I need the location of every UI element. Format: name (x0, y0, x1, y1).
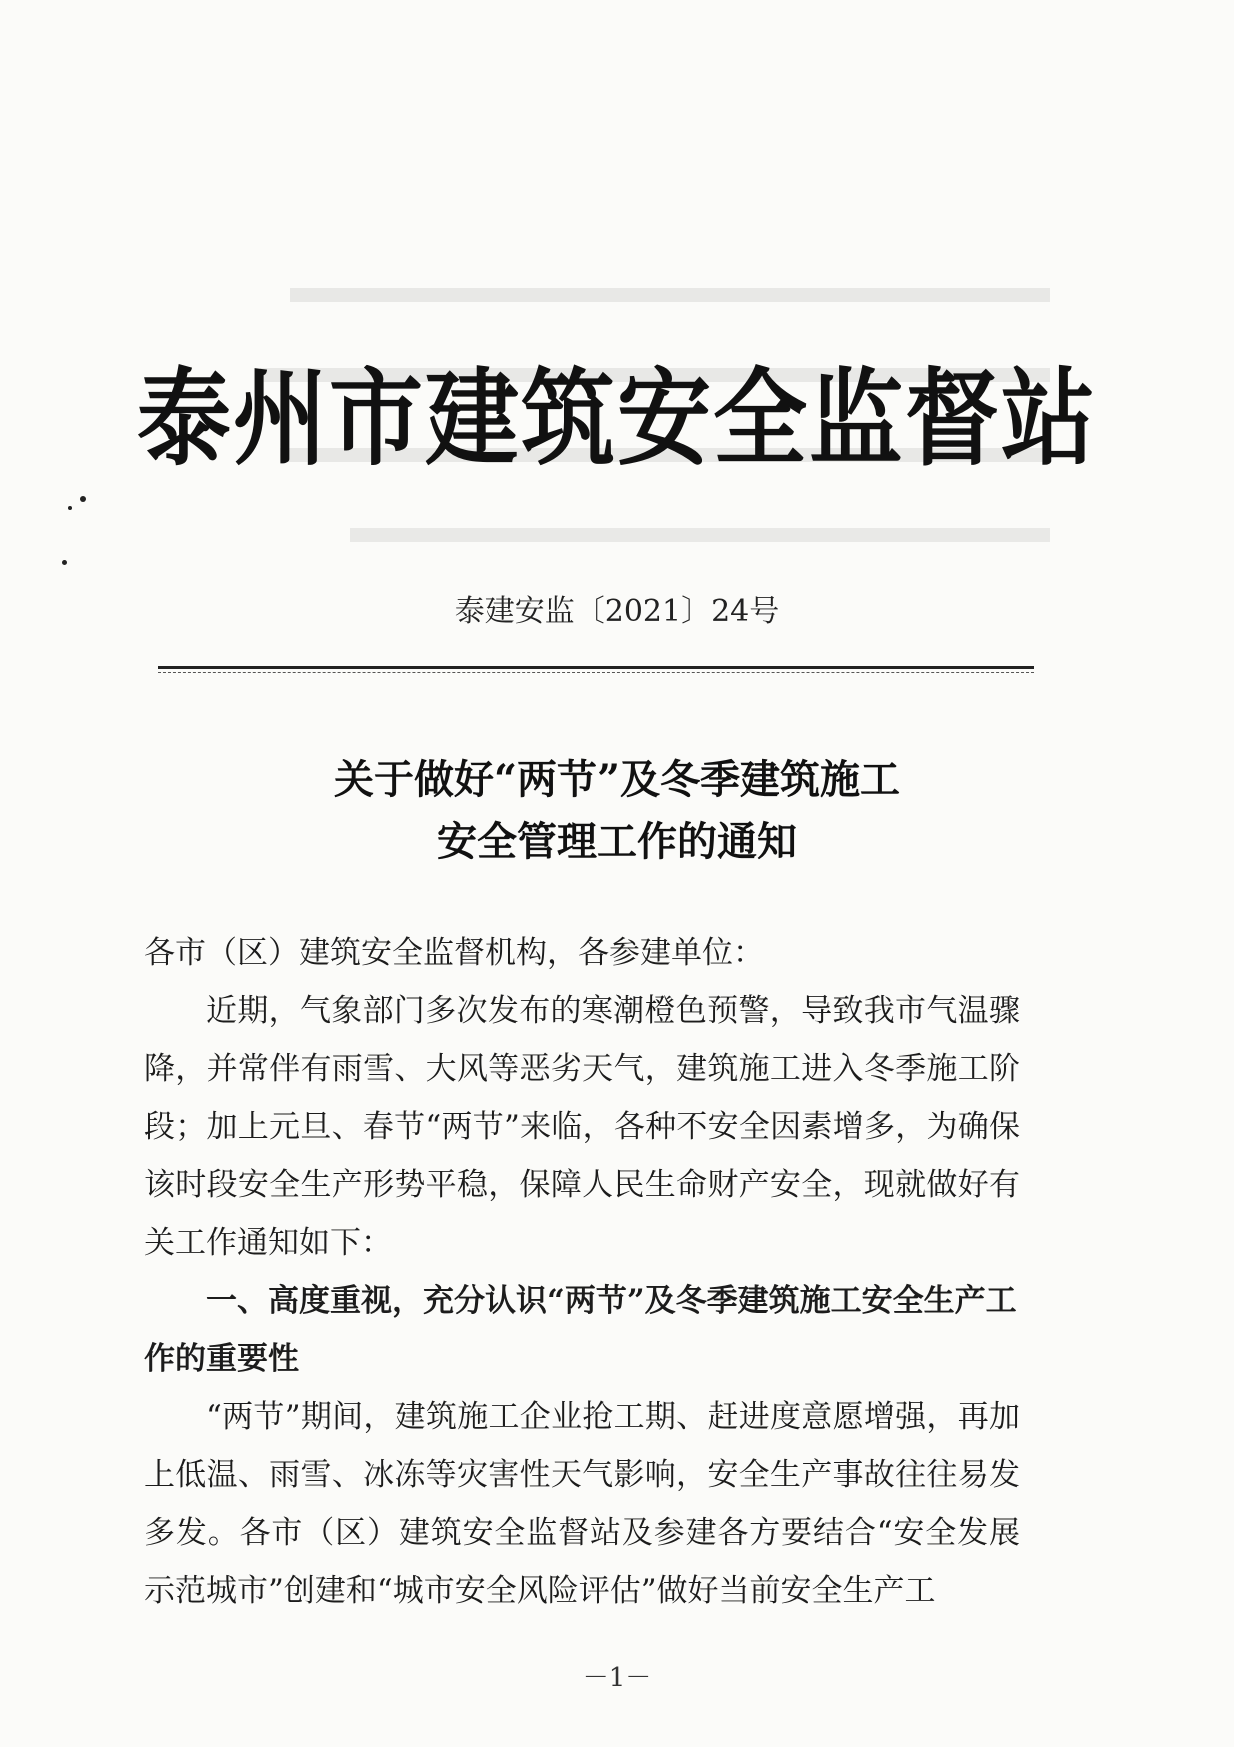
document-body (144, 924, 1020, 1620)
punch-hole-mark (68, 506, 72, 510)
document-number: 泰建安监〔2021〕24号 (454, 594, 780, 629)
issuing-org-title: 泰州市建筑安全监督站 (136, 357, 1097, 481)
punch-hole-mark (80, 496, 86, 502)
salutation: 各市（区）建筑安全监督机构，各参建单位： (144, 935, 764, 971)
punch-hole-mark (62, 560, 67, 565)
header-divider (158, 666, 1034, 669)
page-number: －1－ (582, 1663, 652, 1693)
section-heading: 一、高度重视，充分认识“两节”及冬季建筑施工安全生产工作的重要性 (144, 1283, 1017, 1377)
header-divider-secondary (158, 672, 1034, 673)
body-paragraph: “两节”期间，建筑施工企业抢工期、赶进度意愿增强，再加上低温、雨雪、冰冻等灾害性天气影响，安全生产事故往往易发多发。各市（区）建筑安全监督站及参建各方要结合“安全发展示范城市”创建和“城市安全风险评估”做好当前安全生产工 (144, 1399, 1020, 1609)
body-paragraph: 近期，气象部门多次发布的寒潮橙色预警，导致我市气温骤降，并常伴有雨雪、大风等恶劣天气，建筑施工进入冬季施工阶段；加上元旦、春节“两节”来临，各种不安全因素增多，为确保该时段安全生产形势平稳，保障人民生命财产安全，现就做好有关工作通知如下： (144, 993, 1020, 1261)
notice-title-line-1: 关于做好“两节”及冬季建筑施工 (333, 756, 900, 803)
notice-title-line-2: 安全管理工作的通知 (437, 818, 797, 865)
